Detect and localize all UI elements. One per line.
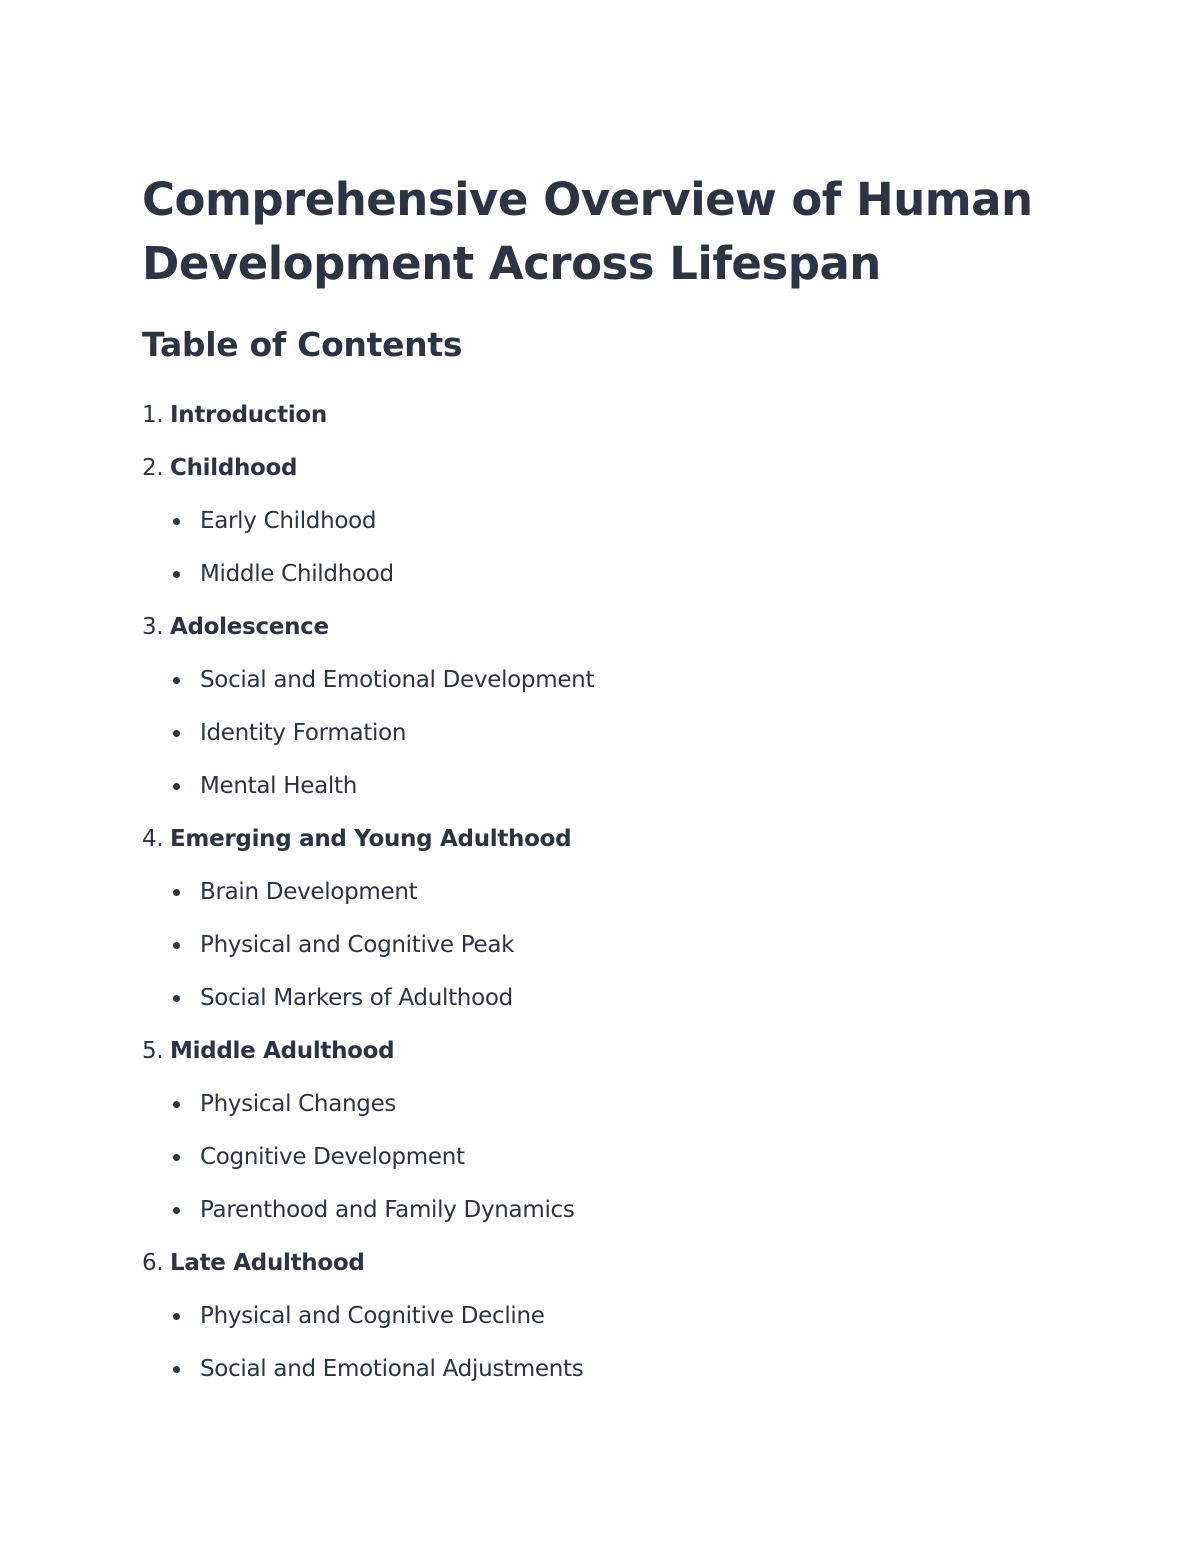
toc-subsection-label[interactable]: Identity Formation — [200, 720, 407, 746]
toc-subsection-label[interactable]: Mental Health — [200, 773, 358, 799]
bullet-icon — [173, 783, 180, 790]
document-title — [142, 168, 1042, 296]
toc-section-label[interactable]: Childhood — [170, 455, 298, 481]
toc-subsection-list — [142, 504, 1042, 610]
bullet-icon — [173, 1207, 180, 1214]
bullet-icon — [173, 730, 180, 737]
toc-subsection-label[interactable]: Parenthood and Family Dynamics — [200, 1197, 575, 1223]
toc-subsection-label[interactable]: Social and Emotional Adjustments — [200, 1356, 584, 1382]
toc-subsection-list — [142, 875, 1042, 1034]
toc-subsection-item — [142, 716, 1042, 769]
bullet-icon — [173, 677, 180, 684]
toc-subsection-label[interactable]: Middle Childhood — [200, 561, 394, 587]
toc-section-childhood — [142, 451, 1042, 610]
bullet-icon — [173, 571, 180, 578]
bullet-icon — [173, 889, 180, 896]
toc-section-number: 1. — [142, 402, 164, 428]
document-page — [142, 168, 1042, 1405]
toc-subsection-list — [142, 1087, 1042, 1246]
toc-subsection-item — [142, 504, 1042, 557]
toc-subsection-item — [142, 557, 1042, 610]
toc-subsection-label[interactable]: Early Childhood — [200, 508, 377, 534]
toc-section-label[interactable]: Middle Adulthood — [170, 1038, 395, 1064]
bullet-icon — [173, 1366, 180, 1373]
toc-subsection-item — [142, 1352, 1042, 1405]
toc-section-introduction — [142, 398, 1042, 451]
toc-section-number: 6. — [142, 1250, 164, 1276]
toc-subsection-label[interactable]: Physical and Cognitive Decline — [200, 1303, 545, 1329]
toc-heading: Table of Contents — [142, 325, 463, 364]
toc-subsection-item — [142, 1140, 1042, 1193]
bullet-icon — [173, 518, 180, 525]
toc-section-number: 3. — [142, 614, 164, 640]
document-title-line-2: Development Across Lifespan — [142, 237, 881, 290]
toc-subsection-label[interactable]: Cognitive Development — [200, 1144, 465, 1170]
toc-section-number: 5. — [142, 1038, 164, 1064]
toc-section-adolescence — [142, 610, 1042, 822]
table-of-contents — [142, 398, 1042, 1405]
toc-subsection-list — [142, 663, 1042, 822]
toc-section-emerging-young-adulthood — [142, 822, 1042, 1034]
toc-subsection-item — [142, 769, 1042, 822]
bullet-icon — [173, 942, 180, 949]
bullet-icon — [173, 1313, 180, 1320]
toc-section-label[interactable]: Late Adulthood — [170, 1250, 365, 1276]
document-title-line-1: Comprehensive Overview of Human — [142, 173, 1033, 226]
toc-section-number: 4. — [142, 826, 164, 852]
toc-section-label[interactable]: Emerging and Young Adulthood — [170, 826, 572, 852]
toc-subsection-item — [142, 1299, 1042, 1352]
bullet-icon — [173, 1154, 180, 1161]
toc-section-label[interactable]: Introduction — [170, 402, 327, 428]
toc-subsection-label[interactable]: Social and Emotional Development — [200, 667, 595, 693]
toc-subsection-item — [142, 981, 1042, 1034]
toc-section-label[interactable]: Adolescence — [170, 614, 329, 640]
toc-subsection-label[interactable]: Physical Changes — [200, 1091, 397, 1117]
toc-subsection-list — [142, 1299, 1042, 1405]
toc-subsection-label[interactable]: Physical and Cognitive Peak — [200, 932, 515, 958]
toc-subsection-item — [142, 928, 1042, 981]
toc-subsection-item — [142, 1087, 1042, 1140]
toc-section-middle-adulthood — [142, 1034, 1042, 1246]
toc-section-late-adulthood — [142, 1246, 1042, 1405]
toc-section-number: 2. — [142, 455, 164, 481]
bullet-icon — [173, 995, 180, 1002]
toc-subsection-item — [142, 663, 1042, 716]
toc-subsection-label[interactable]: Brain Development — [200, 879, 418, 905]
toc-subsection-item — [142, 1193, 1042, 1246]
toc-subsection-label[interactable]: Social Markers of Adulthood — [200, 985, 513, 1011]
toc-subsection-item — [142, 875, 1042, 928]
bullet-icon — [173, 1101, 180, 1108]
